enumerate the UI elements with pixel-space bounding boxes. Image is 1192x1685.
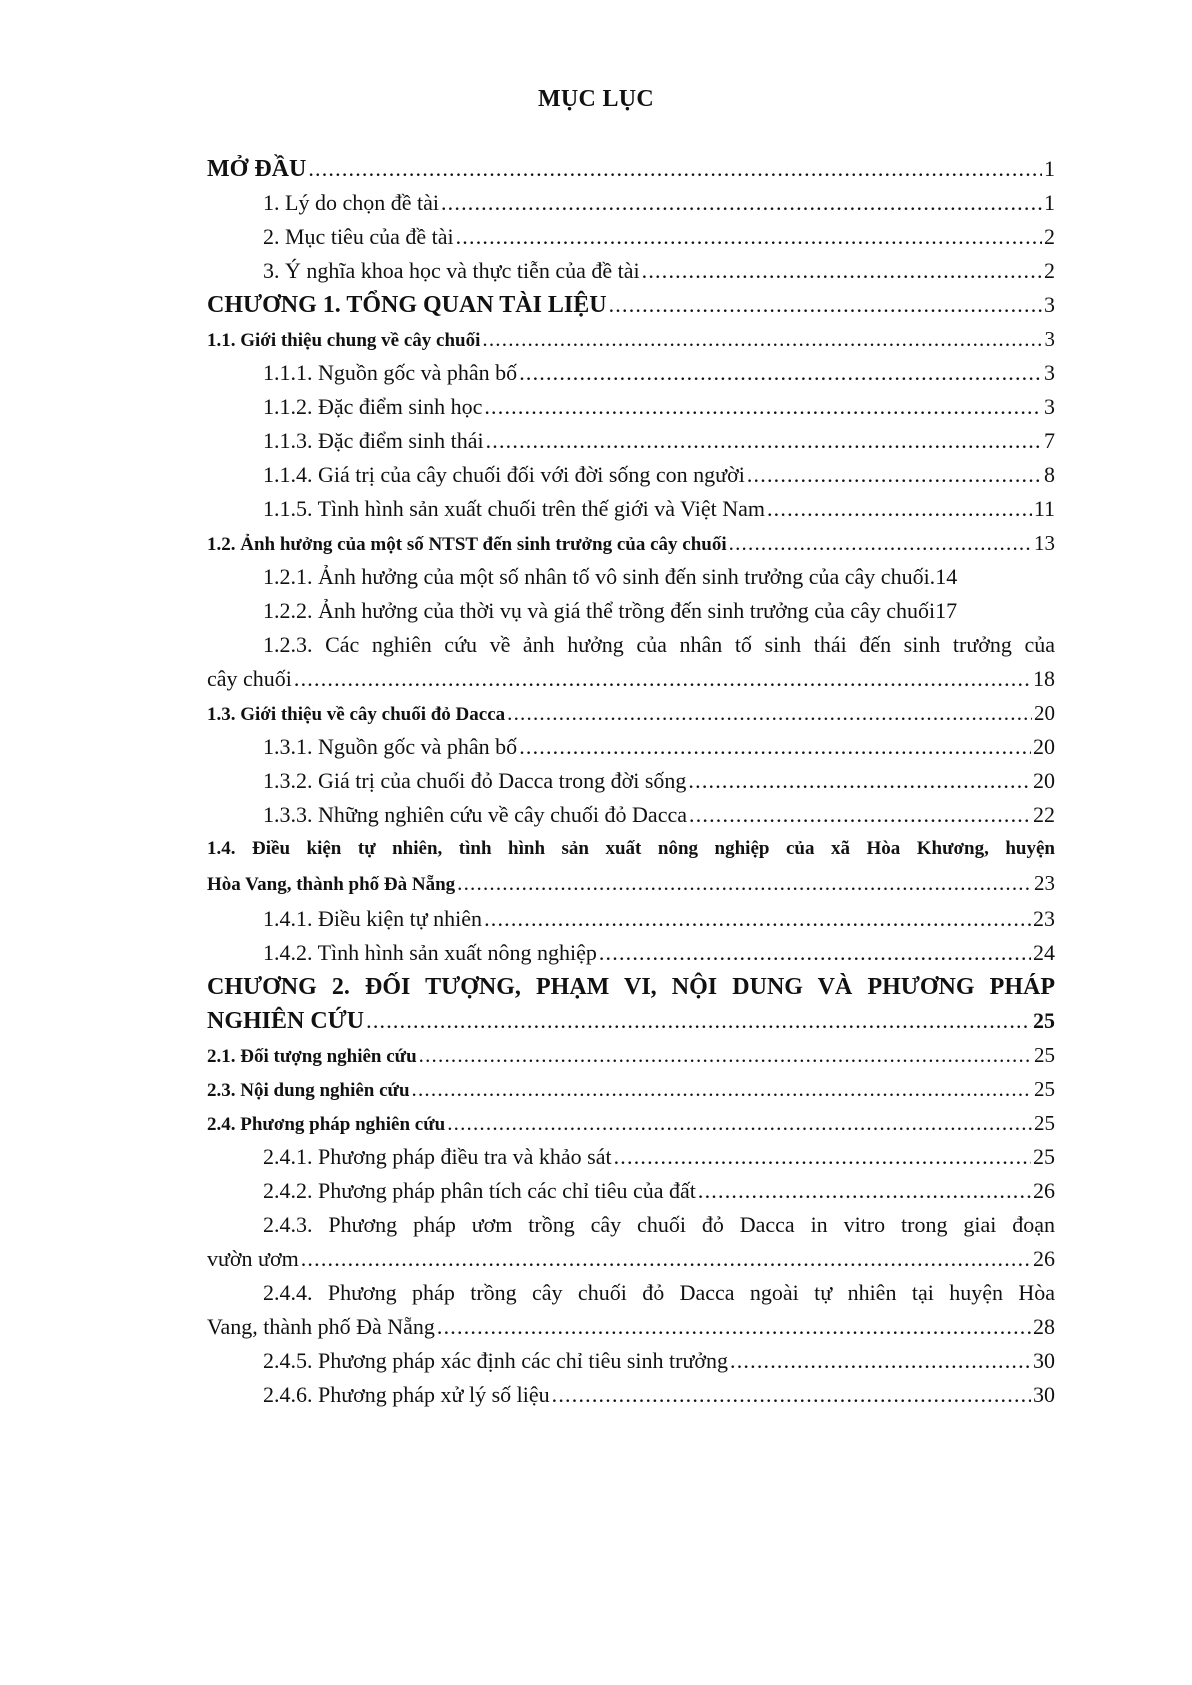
- dot-leader: [599, 936, 1031, 970]
- toc-entry-text: 1.2.2. Ảnh hưởng của thời vụ và giá thể trồng đến sinh trưởng của cây chuối: [263, 598, 936, 623]
- toc-entry[interactable]: [207, 1378, 1055, 1412]
- toc-entry-text: 1.3.1. Nguồn gốc và phân bố: [263, 734, 518, 759]
- toc-entry-text: 1. Lý do chọn đề tài: [263, 190, 439, 215]
- toc-entry[interactable]: [207, 288, 1055, 322]
- toc-entry-text: 2.1. Đối tượng nghiên cứu: [207, 1046, 417, 1067]
- toc-entry-text: 1.2.3. Các nghiên cứu về ảnh hưởng của nhân tố sinh thái đến sinh trưởng của: [263, 632, 1055, 657]
- toc-entry-page: 2: [1044, 258, 1055, 283]
- dot-leader: [412, 1072, 1032, 1106]
- toc-entry-page: 22: [1033, 802, 1055, 827]
- toc-entry[interactable]: [207, 390, 1055, 424]
- toc-entry-text: 1.4. Điều kiện tự nhiên, tình hình sản xuất nông nghiệp của xã Hòa Khương, huyện: [207, 838, 1055, 859]
- toc-entry[interactable]: [207, 458, 1055, 492]
- toc-entry[interactable]: [207, 220, 1055, 254]
- toc-entry[interactable]: [207, 526, 1055, 560]
- toc-entry[interactable]: [207, 1344, 1055, 1378]
- toc-entry-text-continued: Vang, thành phố Đà Nẵng: [207, 1314, 435, 1339]
- table-of-contents: [207, 152, 1055, 1412]
- dot-leader: [729, 526, 1032, 560]
- toc-entry-text: 2.4.2. Phương pháp phân tích các chỉ tiêu của đất: [263, 1178, 696, 1203]
- toc-entry[interactable]: [207, 628, 1055, 696]
- toc-entry-text: 1.2.1. Ảnh hưởng của một số nhân tố vô sinh đến sinh trưởng của cây chuối.: [263, 564, 936, 589]
- toc-title: MỤC LỤC: [537, 86, 655, 112]
- dot-leader: [484, 390, 1042, 424]
- toc-entry[interactable]: [207, 254, 1055, 288]
- toc-entry-text: 1.3.3. Những nghiên cứu về cây chuối đỏ Dacca: [263, 802, 687, 827]
- dot-leader: [519, 356, 1042, 390]
- toc-entry[interactable]: [207, 696, 1055, 730]
- dot-leader: [419, 1038, 1032, 1072]
- dot-leader: [688, 764, 1031, 798]
- dot-leader: [447, 1106, 1032, 1140]
- toc-entry-page: 25: [1034, 1077, 1055, 1101]
- toc-entry-text: 2.4. Phương pháp nghiên cứu: [207, 1114, 446, 1135]
- dot-leader: [294, 662, 1031, 696]
- toc-entry-page: 30: [1033, 1348, 1055, 1373]
- toc-entry-page: 26: [1033, 1178, 1055, 1203]
- toc-entry[interactable]: [207, 902, 1055, 936]
- toc-entry-page: 18: [1033, 666, 1055, 691]
- toc-entry[interactable]: [207, 1174, 1055, 1208]
- toc-entry-page: 3: [1044, 327, 1055, 351]
- toc-entry-page: 23: [1033, 906, 1055, 931]
- toc-entry-text: 1.1. Giới thiệu chung về cây chuối: [207, 330, 481, 351]
- toc-entry-page: 25: [1034, 1111, 1055, 1135]
- toc-entry[interactable]: [207, 832, 1055, 902]
- toc-entry-page: 25: [1033, 1144, 1055, 1169]
- toc-entry-page: 23: [1034, 871, 1055, 895]
- toc-entry-text-continued: cây chuối: [207, 666, 292, 691]
- toc-entry-page: 25: [1034, 1043, 1055, 1067]
- toc-entry-page: 7: [1044, 428, 1055, 453]
- toc-entry[interactable]: [207, 560, 1055, 594]
- dot-leader: [456, 220, 1042, 254]
- dot-leader: [301, 1242, 1031, 1276]
- toc-entry-text-continued: NGHIÊN CỨU: [207, 1008, 365, 1034]
- toc-entry-page: 1: [1044, 190, 1055, 215]
- dot-leader: [484, 902, 1031, 936]
- dot-leader: [698, 1174, 1031, 1208]
- toc-entry-page: 3: [1044, 292, 1055, 317]
- toc-entry-page: 20: [1034, 701, 1055, 725]
- toc-entry-page: 2: [1044, 224, 1055, 249]
- dot-leader: [730, 1344, 1031, 1378]
- toc-entry-text: 1.1.4. Giá trị của cây chuối đối với đời sống con người: [263, 462, 745, 487]
- toc-entry-page: 25: [1033, 1008, 1055, 1033]
- toc-entry[interactable]: [207, 322, 1055, 356]
- toc-entry-text: 2.4.1. Phương pháp điều tra và khảo sát: [263, 1144, 612, 1169]
- toc-entry-page: 30: [1033, 1382, 1055, 1407]
- toc-entry-page: 3: [1044, 394, 1055, 419]
- toc-entry-text: MỞ ĐẦU: [207, 156, 307, 182]
- toc-entry-text: 1.2. Ảnh hưởng của một số NTST đến sinh trưởng của cây chuối: [207, 534, 727, 555]
- toc-entry-page: 20: [1033, 768, 1055, 793]
- dot-leader: [486, 424, 1042, 458]
- toc-entry-text: 1.1.5. Tình hình sản xuất chuối trên thế giới và Việt Nam: [263, 496, 765, 521]
- toc-entry-text: 2.4.6. Phương pháp xử lý số liệu: [263, 1382, 550, 1407]
- dot-leader: [767, 492, 1032, 526]
- toc-entry[interactable]: [207, 1106, 1055, 1140]
- toc-entry[interactable]: [207, 186, 1055, 220]
- toc-entry-page: 8: [1044, 462, 1055, 487]
- toc-entry-text-continued: vườn ươm: [207, 1246, 299, 1271]
- toc-entry-text: 2.4.4. Phương pháp trồng cây chuối đỏ Dacca ngoài tự nhiên tại huyện Hòa: [263, 1280, 1055, 1305]
- toc-entry-text-continued: Hòa Vang, thành phố Đà Nẵng: [207, 874, 456, 895]
- dot-leader: [609, 288, 1042, 322]
- toc-entry[interactable]: [207, 1140, 1055, 1174]
- toc-entry[interactable]: [207, 152, 1055, 186]
- dot-leader: [507, 696, 1032, 730]
- toc-entry-page: 26: [1033, 1246, 1055, 1271]
- toc-entry-text: 1.4.2. Tình hình sản xuất nông nghiệp: [263, 940, 597, 965]
- toc-entry-text: 1.4.1. Điều kiện tự nhiên: [263, 906, 483, 931]
- toc-entry[interactable]: [207, 970, 1055, 1038]
- dot-leader: [441, 186, 1042, 220]
- toc-entry-text: 2.4.3. Phương pháp ươm trồng cây chuối đỏ Dacca in vitro trong giai đoạn: [263, 1212, 1055, 1237]
- toc-entry[interactable]: [207, 424, 1055, 458]
- dot-leader: [308, 152, 1042, 186]
- toc-entry-text: 1.1.1. Nguồn gốc và phân bố: [263, 360, 518, 385]
- dot-leader: [642, 254, 1042, 288]
- dot-leader: [519, 730, 1031, 764]
- toc-entry-page: 20: [1033, 734, 1055, 759]
- toc-entry-page: 17: [935, 598, 958, 623]
- toc-entry-page: 11: [1033, 496, 1055, 521]
- toc-entry-text: 2. Mục tiêu của đề tài: [263, 224, 454, 249]
- dot-leader: [457, 866, 1032, 900]
- toc-entry-text: 1.3. Giới thiệu về cây chuối đỏ Dacca: [207, 704, 506, 725]
- toc-entry-text: 2.3. Nội dung nghiên cứu: [207, 1080, 410, 1101]
- toc-entry-text: CHƯƠNG 2. ĐỐI TƯỢNG, PHẠM VI, NỘI DUNG VÀ PHƯƠNG PHÁP: [207, 974, 1055, 1000]
- toc-entry-text: 3. Ý nghĩa khoa học và thực tiễn của đề tài: [263, 258, 640, 283]
- toc-entry-page: 24: [1033, 940, 1055, 965]
- toc-entry-page: 1: [1044, 156, 1055, 181]
- toc-entry-page: 14: [935, 564, 958, 589]
- dot-leader: [747, 458, 1042, 492]
- dot-leader: [366, 1004, 1031, 1038]
- toc-entry-page: 13: [1034, 531, 1055, 555]
- toc-entry[interactable]: [207, 764, 1055, 798]
- toc-entry[interactable]: [207, 356, 1055, 390]
- toc-entry-text: 1.3.2. Giá trị của chuối đỏ Dacca trong đời sống: [263, 768, 687, 793]
- toc-entry[interactable]: [207, 492, 1055, 526]
- toc-entry[interactable]: [207, 594, 1055, 628]
- toc-entry[interactable]: [207, 1072, 1055, 1106]
- dot-leader: [482, 322, 1042, 356]
- toc-entry-text: 1.1.3. Đặc điểm sinh thái: [263, 428, 484, 453]
- toc-entry-page: 28: [1033, 1314, 1055, 1339]
- toc-entry[interactable]: [207, 1208, 1055, 1276]
- toc-entry[interactable]: [207, 798, 1055, 832]
- toc-entry-page: 3: [1044, 360, 1055, 385]
- dot-leader: [552, 1378, 1031, 1412]
- dot-leader: [437, 1310, 1031, 1344]
- toc-entry[interactable]: [207, 1038, 1055, 1072]
- dot-leader: [689, 798, 1031, 832]
- toc-entry[interactable]: [207, 1276, 1055, 1344]
- dot-leader: [614, 1140, 1031, 1174]
- toc-entry[interactable]: [207, 730, 1055, 764]
- toc-entry-text: 2.4.5. Phương pháp xác định các chỉ tiêu sinh trưởng: [263, 1348, 729, 1373]
- toc-entry-text: 1.1.2. Đặc điểm sinh học: [263, 394, 483, 419]
- toc-entry-text: CHƯƠNG 1. TỔNG QUAN TÀI LIỆU: [207, 292, 607, 318]
- toc-entry[interactable]: [207, 936, 1055, 970]
